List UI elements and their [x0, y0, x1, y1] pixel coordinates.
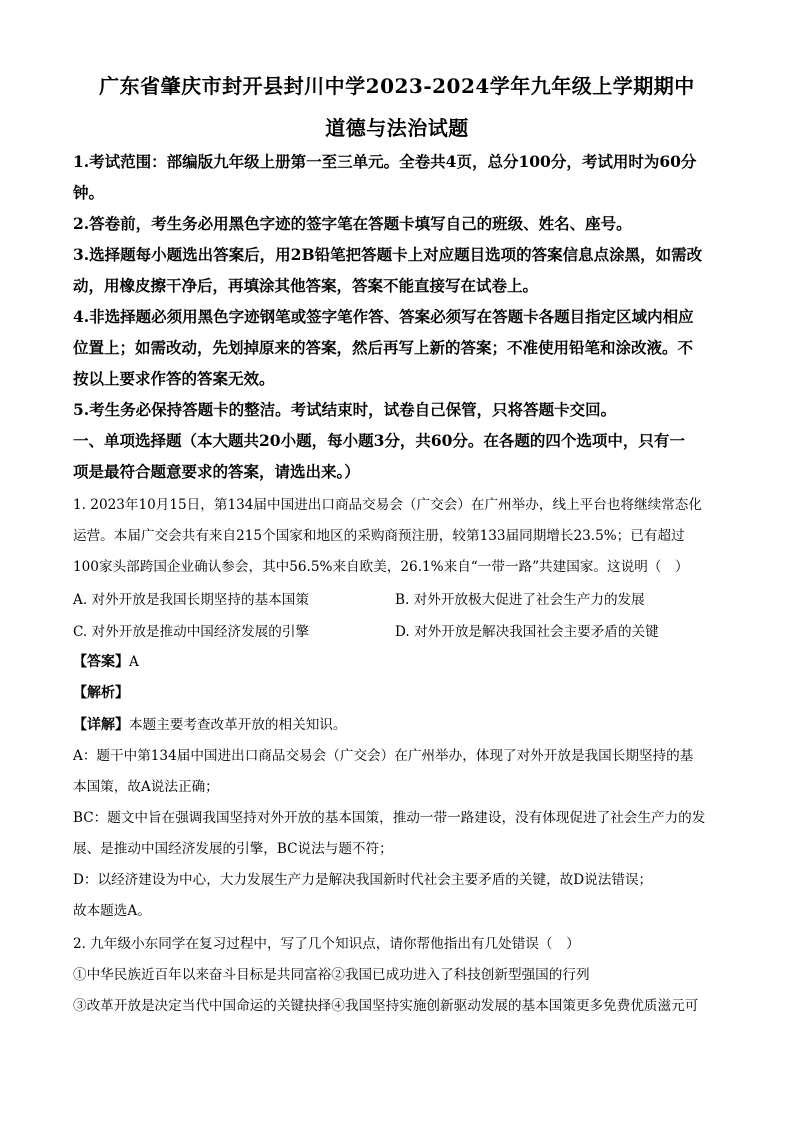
exam-subtitle: 道德与法治试题: [325, 116, 469, 140]
q1-stem-2: 运营。本届广交会共有来自215个国家和地区的采购商预注册，较第133届同期增长23.5%；已有超过: [73, 528, 685, 544]
q1-analysis-row: [73, 682, 129, 702]
q2-stem-1: 2. 九年级小东同学在复习过程中，写了几个知识点，请你帮他指出有几处错误（ ）: [73, 936, 580, 952]
instruction-1a: 1.考试范围：部编版九年级上册第一至三单元。全卷共4页，总分100分，考试用时为60分: [73, 152, 697, 171]
instruction-4c: 按以上要求作答的答案无效。: [73, 369, 275, 388]
q2-stem-2: ①中华民族近百年以来奋斗目标是共同富裕②我国已成功进入了科技创新型强国的行列: [73, 967, 590, 983]
q1-detail-row: [73, 713, 347, 734]
q1-explain-5: D：以经济建设为中心，大力发展生产力是解决我国新时代社会主要矛盾的关键，故D说法错误；: [73, 872, 653, 888]
q1-explain-6: 故本题选A。: [73, 903, 151, 919]
answer-tag: 【答案】: [73, 654, 129, 670]
instruction-3b: 动，用橡皮擦干净后，再填涂其他答案，答案不能直接写在试卷上。: [73, 276, 539, 295]
instruction-3a: 3.选择题每小题选出答案后，用2B铅笔把答题卡上对应题目选项的答案信息点涂黑，如需改: [73, 245, 703, 264]
q1-option-d: D. 对外开放是解决我国社会主要矛盾的关键: [395, 624, 659, 640]
instruction-1b: 钟。: [73, 183, 105, 202]
q2-stem-3: ③改革开放是决定当代中国命运的关键抉择④我国坚持实施创新驱动发展的基本国策更多免费优质滋元可: [73, 998, 699, 1014]
q1-stem-1: 1. 2023年10月15日，第134届中国进出口商品交易会（广交会）在广州举办，线上平台也将继续常态化: [73, 497, 702, 513]
q1-explain-4: 展、是推动中国经济发展的引擎，BC说法与题不符；: [73, 841, 393, 857]
instruction-2: 2.答卷前，考生务必用黑色字迹的签字笔在答题卡填写自己的班级、姓名、座号。: [73, 214, 632, 233]
q1-explain-3: BC：题文中旨在强调我国坚持对外开放的基本国策，推动一带一路建设，没有体现促进了社会生产力的发: [73, 810, 706, 826]
q1-explain-2: 本国策，故A说法正确；: [73, 779, 219, 795]
q1-option-c: C. 对外开放是推动中国经济发展的引擎: [73, 624, 310, 640]
answer-value: A: [129, 654, 139, 670]
q1-option-a: A. 对外开放是我国长期坚持的基本国策: [73, 592, 309, 608]
q1-stem-3: 100家头部跨国企业确认参会，其中56.5%来自欧美，26.1%来自“一带一路”共建国家。这说明（ ）: [73, 559, 689, 575]
q1-answer-row: [73, 651, 139, 671]
exam-title: 广东省肇庆市封开县封川中学2023-2024学年九年级上学期期中: [99, 74, 695, 98]
instruction-4a: 4.非选择题必须用黑色字迹钢笔或签字笔作答、答案必须写在答题卡各题目指定区域内相应: [73, 307, 694, 326]
instruction-5: 5.考生务必保持答题卡的整洁。考试结束时，试卷自己保管，只将答题卡交回。: [73, 400, 617, 419]
instruction-4b: 位置上；如需改动，先划掉原来的答案，然后再写上新的答案；不准使用铅笔和涂改液。不: [73, 338, 694, 357]
q1-explain-1: A：题干中第134届中国进出口商品交易会（广交会）在广州举办，体现了对外开放是我国长期坚持的基: [73, 748, 694, 764]
section-heading-1b: 项是最符合题意要求的答案，请选出来。）: [73, 462, 360, 481]
q1-option-b: B. 对外开放极大促进了社会生产力的发展: [395, 592, 645, 608]
detail-tag: 【详解】: [73, 717, 129, 733]
analysis-tag: 【解析】: [73, 685, 129, 701]
section-heading-1a: 一、单项选择题（本大题共20小题，每小题3分，共60分。在各题的四个选项中，只有一: [73, 431, 685, 450]
detail-text: 本题主要考查改革开放的相关知识。: [129, 717, 347, 733]
